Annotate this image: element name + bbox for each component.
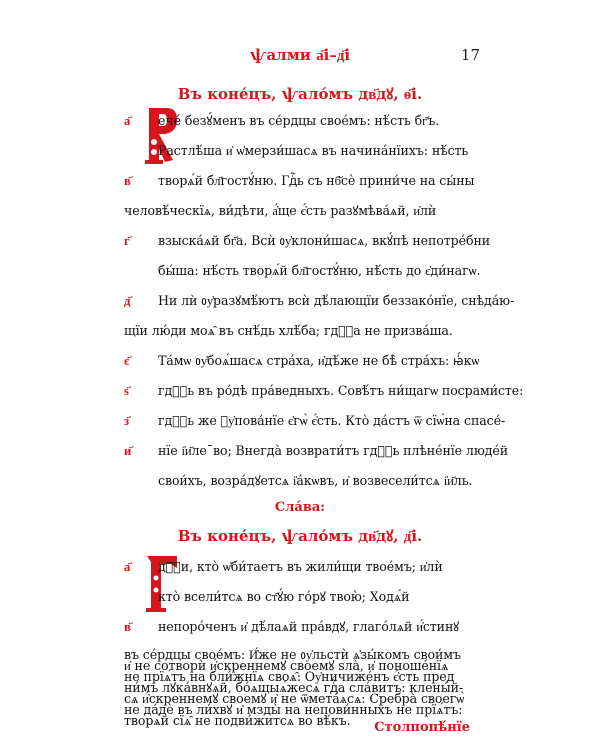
verse-number: а҃ — [124, 559, 130, 574]
verse-number: г҃ — [124, 233, 130, 248]
text-line: гдⷭ҇ь въ ро́дѣ пра́ведныхъ. Совѣ́тъ ни́щагѡ посрами́сте: — [158, 383, 524, 398]
verse-number: и҃ — [124, 443, 131, 458]
text-line: въ се́рдцы свое́мъ: И҆́же не ᲂу҆льстѝ ѧ҆зы́комъ свои́мъ — [124, 647, 461, 662]
text-line: не да́дѐ въ ли́хвꙋ и҆ мзды̀ на непови́нныхъ не прїѧ́тъ: — [124, 702, 463, 717]
text-line: кто̀ всели́тсѧ во ст҃ꙋ́ю го́рꙋ твою̀; Ходѧ́й — [158, 589, 410, 604]
text-line: гдⷭ҇ь же ᲂу҆пова́нїе є҆гѡ̀ є҆́сть. Кто̀ да́стъ ѿ сїѡ́на спасе́- — [158, 413, 506, 428]
text-line: творѧ́й бл҃гостꙋ́ню. Гдⷭ҇ь съ нб҃сѐ прини́че на сы́ны — [158, 173, 475, 188]
psalm-heading-1: Въ коне́цъ, ѱало́мъ дв҃дꙋ, ѳ҃і. — [177, 85, 423, 103]
text-line: ни́мъ лꙋка́внꙋѧй, бо́ѧщыѧ́жесѧ гдⷭ҇а сла́витъ: клены́й- — [124, 680, 464, 695]
running-title: ѱалми а҃і–д҃і — [249, 46, 351, 64]
text-line: и҆ не сотворѝ и҆́скреннемꙋ своемꙋ̀ ѕла̀, и҆ поноше́нїѧ — [124, 658, 449, 673]
text-line: нїе і҆и҃леˉво; Внегда̀ возврати́тъ гдⷭ҇ь плѣне́нїе люде́й — [158, 443, 509, 458]
verse-number: з҃ — [124, 413, 129, 428]
text-line: взыска́ѧй бг҃а. Всѝ ᲂу҆клони́шасѧ, вкꙋ́пѣ непотре́бни — [158, 233, 491, 248]
psalm-heading-2: Въ коне́цъ, ѱало́мъ дв҃дꙋ, д҃і. — [177, 527, 423, 545]
text-line: ече́ безꙋ́менъ въ се́рдцы свое́мъ: нѣ́сть бг҃ъ. — [158, 113, 440, 128]
text-line: свои́хъ, возра́дꙋетсѧ і҆а́кѡвъ, и҆ возвесели́тсѧ і҆и҃ль. — [158, 473, 473, 488]
text-line: непоро́ченъ и҆ дѣ́лаѧй пра́вдꙋ, глаго́лѧй и҆́стинꙋ — [158, 619, 460, 634]
text-line: не прїѧ́тъ на бли́жнїѧ своѧ̑: Оу҆ничиже́нъ є҆́сть пред — [124, 669, 455, 684]
verse-number: д҃ — [124, 293, 130, 308]
verse-number: є҃ — [124, 353, 129, 368]
verse-number: в҃ — [124, 173, 131, 188]
text-line: Растлѣ́ша и҆ ѡ҆мерзи́шасѧ въ начина́нїихъ: нѣ́сть — [158, 143, 469, 158]
running-head — [0, 46, 600, 70]
verse-number: а҃ — [124, 113, 130, 128]
catchword: Столпопѣ́нїе — [374, 720, 470, 735]
verse-number: в҃ — [124, 619, 131, 634]
text-line: творѧ́й сїѧ̑ не подви́житсѧ во вѣ́къ. — [124, 713, 351, 728]
text-line: Та́мѡ ᲂу҆боѧ́шасѧ стра́ха, и҆дѣ́же не бѣ̀ стра́хъ: ꙗ҆́кѡ — [158, 353, 480, 368]
gloria: Сла́ва: — [274, 500, 326, 515]
page-number: 17 — [460, 46, 480, 64]
text-line: Ни лѝ ᲂу҆разꙋмѣ́ютъ всѝ дѣ́лающїи беззако́нїе, снѣда́ю- — [158, 293, 515, 308]
text-line: человѣ́ческїѧ, ви́дѣти, а҆́ще є҆́сть разꙋмѣва́ѧй, и҆лѝ — [124, 203, 437, 218]
text-line: сѧ и҆́скреннемꙋ своемꙋ̀ и҆ не ѿмета́ѧсѧ: Сребра̀ своегѡ̀ — [124, 691, 465, 706]
verse-number: ѕ҃ — [124, 383, 129, 398]
text-line: щїи лю́ди моѧ̑ въ снѣ́дь хлѣ́ба; гдⷭ҇а не призва́ша. — [124, 323, 453, 338]
text-line: бы́ша: нѣ́сть творѧ́й бл҃гостꙋ́ню, нѣ́сть до є҆ди́нагѡ. — [158, 263, 481, 278]
text-line: дⷭ҇и, кто̀ ѡ҆би́таетъ въ жили́щи твое́мъ; и҆лѝ — [158, 559, 443, 574]
